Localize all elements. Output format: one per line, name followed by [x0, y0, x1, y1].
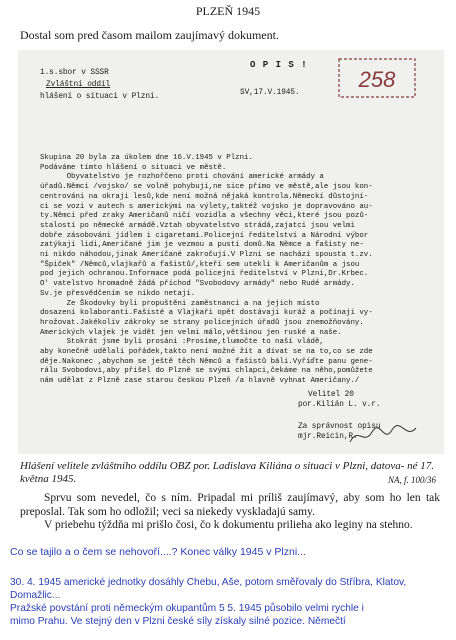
doc-body-line: dobře zásobováni jídlem i cigaretami.Policejní ředitelství a Národní výbor	[40, 231, 369, 240]
doc-signature-title: Velitel 20	[308, 391, 354, 399]
article-link[interactable]: Co se tajilo a o čem se nehovoří....? Konec války 1945 v Plzni...	[10, 546, 306, 558]
page-header: PLZEŇ 1945	[195, 4, 261, 18]
doc-body-line: Obyvatelstvo je rozhořčeno proti chování americké armády a	[40, 173, 324, 182]
narrative-paragraph-2: V priebehu týždňa mi prišlo čosi, čo k dokumentu prilieha ako leginy na stehno.	[44, 519, 413, 531]
doc-date: SV,17.V.1945.	[240, 89, 300, 97]
doc-body-line: Podáváme tímto hlášení o situaci ve městě.	[40, 163, 227, 172]
doc-body-line: rálu Svobodovi,aby přišel do Plzně se svými chlapci,čekáme na něho,pomůžete	[40, 367, 373, 376]
footer-line: 30. 4. 1945 americké jednotky dosáhly Chebu, Aše, potom směřovaly do Stříbra, Klatov,	[10, 577, 407, 588]
caption-source: NA, f. 100/36	[387, 475, 436, 485]
doc-body-line: pod jejich ochranou.Informace podá policejní ředitelství v Plzni,Dr.Krbec.	[40, 270, 369, 279]
doc-body-line: nám udělat z Plzně zase starou českou Plzeň /a hlavně vyhnat Američany./	[40, 377, 360, 386]
image-caption	[20, 460, 436, 486]
doc-body-line: ty.Němci před zraky Američanů ničí vozidla a všechny věci,které jsou pozů-	[40, 212, 369, 221]
doc-body-line: úřadů.Němci /vojsko/ se volně pohybují,ne sice přímo ve městě,ale jsou kon-	[40, 183, 373, 192]
doc-copy-note-line1: Za správnost opisu	[298, 423, 381, 431]
doc-body-line: Stokrát jsme byli prosáni :Prosíme,tlumočte to naší vládě,	[40, 338, 324, 347]
doc-body-line: Amerických vlajek je vidět jen velmi málo,většinou jen ruské a naše.	[40, 328, 342, 337]
doc-body-line: O' vatelstvo hromadně žádá příchod "Svobodovy armády" nebo Rudé armády.	[40, 280, 355, 289]
doc-body-line: aby konečně udělali pořádek,takto není možné žít a dívat se na to,co se zde	[40, 348, 373, 357]
doc-body-line: zatýkají lidi,Američané jim je vezmou a pustí domů.Na Němce a fašisty ne-	[40, 241, 364, 250]
footer-text	[10, 576, 450, 628]
doc-subject: hlášení o situaci v Plzni.	[40, 93, 160, 101]
caption-text: Hlášení velitele zvláštního oddílu OBZ por. Ladislava Kiliána o situaci v Plzni, datova- né 17. května 1945.	[20, 460, 434, 485]
doc-body-line: "Špiček" /Němců,vlajkařů a fašistů/,kteří sem utekli k Američanům a jsou	[40, 260, 360, 269]
footer-line: mimo Prahu. Ve stejný den v Plzni české síly získaly silné pozice. Němečtí	[10, 616, 346, 627]
footer-line: Domažlic...	[10, 590, 61, 601]
stamp-number: 258	[358, 67, 396, 92]
doc-sender-line1: 1.s.sbor v SSSR	[40, 69, 109, 77]
doc-body-line: ní nikdo náhodou,jinak Američané zakročují.V Plzni se nachází spousta t.zv.	[40, 251, 373, 260]
stamp-icon	[338, 58, 416, 98]
doc-body-line: centrováni na okraji lesů,kde není možná nějaká kontrola.Německí důstojní-	[40, 192, 369, 201]
doc-body-line: Skupina 20 byla za úkolem dne 16.V.1945 v Plzni.	[40, 154, 253, 162]
doc-body-line: stalostí po německé armádě.Vztah obyvatelstvo strádá,zajatci jsou velmi	[40, 221, 355, 230]
intro-text: Dostal som pred časom mailom zaujímavý dokument.	[20, 28, 279, 42]
narrative	[20, 492, 440, 533]
doc-body-line: Sv.je přesvědčením se nikdo netají.	[40, 289, 196, 298]
doc-copy-note-line2: mjr.Reicin,R.	[298, 433, 358, 441]
doc-body-line: děje.Nakonec ,abychom se ještě těch Němců a fašistů báli.Vyříďte panu gene-	[40, 357, 373, 366]
scanned-document	[18, 50, 444, 454]
doc-signature-name: por.Kilián L. v.r.	[298, 401, 381, 409]
doc-body-line: hrožovat.Jakékoliv zákroky se strany policejních úřadů jsou znemožňovány.	[40, 318, 364, 327]
doc-body-line: dosazeni kolaboranti.Fašisté a Vlajkaři opět dostávají kuráž a počínají vy-	[40, 309, 373, 318]
doc-body-line: Ze Škodovky byli propuštěni zaměstnanci a na jejich místo	[40, 299, 320, 308]
doc-body-line: ci se vozí v autech s americkými na výlety,taktéž vojsko je dopravováno au-	[40, 202, 373, 211]
footer-line: Pražské povstání proti německým okupantům 5 5. 1945 působilo velmi rychle i	[10, 603, 364, 614]
doc-sender-line2: Zvláštní oddíl	[46, 81, 111, 89]
doc-opis: O P I S !	[250, 60, 308, 70]
doc-body	[40, 154, 420, 387]
signature-scribble-icon	[348, 422, 418, 448]
narrative-paragraph-1: Sprvu som nevedel, čo s ním. Pripadal mi príliš zaujímavý, aby som ho len tak preposlal. Tak som ho odložil; veci sa niekedy vyskladajú samy.	[20, 492, 440, 518]
